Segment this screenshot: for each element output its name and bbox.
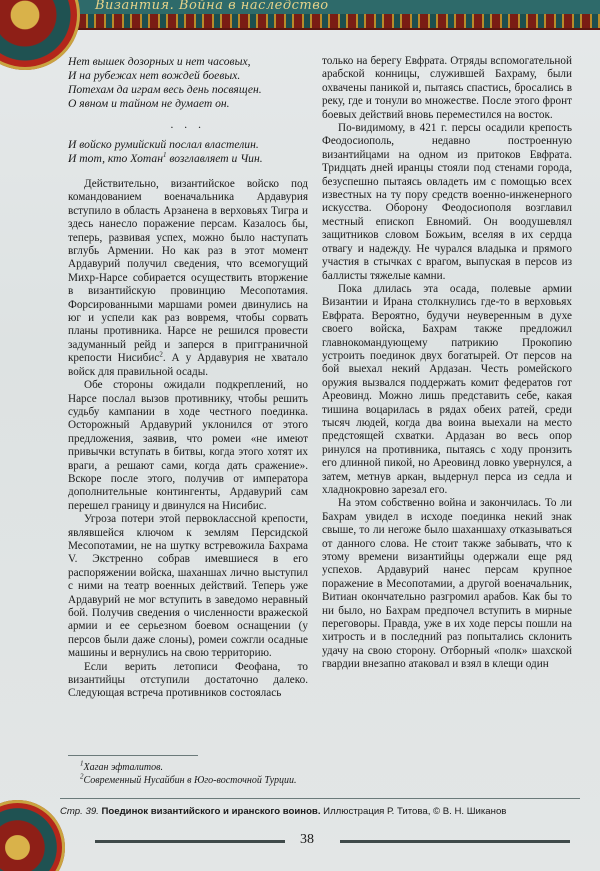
paragraph: По-видимому, в 421 г. персы осадили крепость Феодосиополь, недавно построенную византийцами на одном из притоков Евфрата. Тридцать дней иранцы стояли под стенами города, безуспешно пытаясь овладеть им с помощью всех известных на ту пору средств военно-инженерного искусства. Оборону Феодосиополя возглавил местный епископ Евномий. Он воодушевлял защитников словом Божьим, вселяя в их сердца отвагу и надежду. Не чурался владыка и прямого участия в стычках с врагом, выпуская в персов из баллисты тяжелые камни. [322,122,572,282]
caption-rule [60,798,580,799]
footnote-mark: 2 [80,772,84,781]
poem [68,55,308,166]
poem-line: Потехам да играм весь день посвящен. [68,83,262,96]
bottom-bar-left [95,840,285,843]
poem-line-text: возглавляет и Чин. [166,152,263,165]
poem-line: И на рубежах нет вождей боевых. [68,69,241,82]
caption-page-ref: Стр. 39. [60,806,99,817]
header-band [0,0,600,14]
poem-line-text: И тот, кто Хотан [68,152,163,165]
paragraph: Обе стороны ожидали подкреплений, но Нарсе послал вызов противнику, чтобы решить судьбу кампании в ходе честного поединка. Осторожный Ардавурий уклонился от этого предложения, заявив, что ромеи «не имеют привычки вступать в битвы, когда этого хотят их враги, а решают сами, когда дать сражение». Вскоре после этого, получив от императора дополнительные контингенты, Ардавурий сам перешел границу и двинулся на Нисибис. [68,379,308,512]
caption-title: Поединок византийского и иранского воинов. [101,806,321,817]
page-number: 38 [300,832,314,847]
paragraph: На этом собственно война и закончилась. То ли Бахрам увидел в исходе поединка некий знак свыше, то ли негоже было шаханшаху отказываться от данного слова. Не стоит также забывать, что к этому времени византийцы одержали еще ряд успехов. Ардавурий нанес персам крупное поражение в Месопотамии, а другой военачальник, Витиан окончательно разгромил арабов. Как бы то ни было, но Бахрам предпочел вступить в мирные переговоры. Правда, уже в их ходе персы пошли на хитрость и в последний раз попытались склонить удачу на свою сторону. Отборный «полк» шахской гвардии внезапно атаковал и взял в клещи один [322,497,572,671]
paragraph-text: Действительно, византийское войско под командованием военачальника Ардавурия вступило в область Арзанена в верховьях Тигра и здесь нанесло поражение персам. Казалось бы, теперь, развивая успех, можно было наступать вглубь Армении. Но как раз в этот момент Ардавурий получил сведения, что всемогущий Михр-Нарсе собирается осуществить вторжение в византийскую провинцию Месопотамия. Форсированными маршами ромеи двинулись на юг и успели как раз вовремя, чтобы сорвать планы противника. Нарсе не решился провести задуманный рейд и заперся в пригграничной крепости Нисибис [68,178,308,365]
footnote [80,761,580,774]
ornament-strip [60,14,600,30]
footnote-rule [68,755,198,756]
footnote-ref: 2 [159,350,163,359]
footnote-text: Современный Нусайбин в Юго-восточной Турции. [83,775,297,786]
bottom-bar-right [340,840,570,843]
footnote-text: Хаган эфталитов. [83,762,163,773]
paragraph: Если верить летописи Феофана, то византийцы отступили достаточно далеко. Следующая встреча противников состоялась [68,660,308,700]
illustration-caption [60,806,590,817]
footnotes [80,761,580,787]
paragraph-text: . А у Ардавурия не хватало войск для правильной осады. [68,352,308,378]
paragraph: только на берегу Евфрата. Отряды вспомогательной арабской конницы, служившей Бахраму, были охвачены паникой и, пытаясь спастись, бросались в реку, где и тонули во множестве. После этого фронт боевых действий вновь переместился на восток. [322,55,572,121]
poem-line: О явном и тайном не думает он. [68,97,230,110]
poem-line: Нет вышек дозорных и нет часовых, [68,55,251,68]
right-column [322,55,572,672]
paragraph [68,178,308,379]
ornament-medallion-bottom [0,800,65,871]
left-column [68,55,308,701]
paragraph: Пока длилась эта осада, полевые армии Византии и Ирана столкнулись где-то в верховьях Евфрата. Вероятно, будучи неуверенным в духе своего войска, Бахрам также предложил главнокомандующему патрикию Прокопию устроить поединок двух богатырей. От персов на бой выехал некий Ардазан. Честь ромейского оружия вызвался поддержать комит федератов гот Ареовинд. Можно лишь представить себе, какая тишина воцарилась в рядах обеих ратей, среди тысяч людей, когда два воина выехали на место предстоящей схватки. Ардазан во весь опор ринулся на противника, пытаясь с ходу пронзить его длинной пикой, но Ареовинд ловко увернулся, а затем, метнув аркан, выдернул перса из седла и хладнокровно зарезал его. [322,282,572,496]
footnote-mark: 1 [80,759,84,768]
poem-line [68,152,308,166]
footnote-ref: 1 [162,151,167,160]
running-title: Византия. Война в наследство [95,0,329,13]
poem-separator: . . . [170,118,206,131]
paragraph: Угроза потери этой первоклассной крепости, являвшейся ключом к землям Персидской Месопотамии, не на шутку встревожила Бахрама V. Экстренно собрав имевшиеся в его распоряжении войска, шаханшах лично выступил с ними на театр военных действий. Теперь уже Ардавурий не мог вступить в заведомо неравный бой. Получив сведения о численности вражеской армии и ее серьезном боевом оснащении (у персов были даже слоны), ромеи сожгли осадные машины и вернулись на свою территорию. [68,513,308,660]
caption-credit: Иллюстрация Р. Титова, © В. Н. Шиканов [323,806,507,817]
footnote [80,774,580,787]
poem-line: И войско румийский послал властелин. [68,138,259,151]
